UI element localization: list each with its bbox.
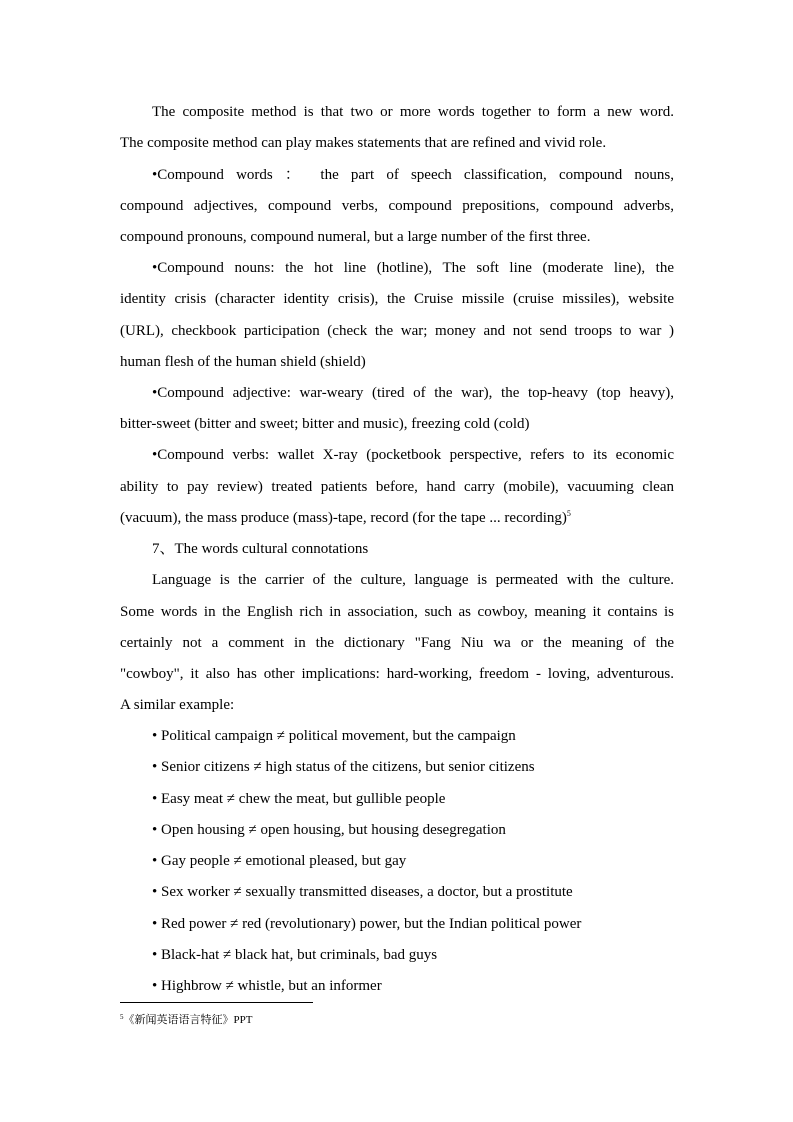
body-line: •Compound adjective: war-weary (tired of the war), the top-heavy (top heavy),: [152, 385, 674, 401]
body-line: Some words in the English rich in association, such as cowboy, meaning it contains is: [120, 604, 674, 620]
list-item: • Sex worker ≠ sexually transmitted diseases, a doctor, but a prostitute: [152, 884, 573, 900]
body-line: The composite method can play makes statements that are refined and vivid role.: [120, 135, 607, 151]
list-item: • Black-hat ≠ black hat, but criminals, bad guys: [152, 947, 438, 963]
body-line: •Compound nouns: the hot line (hotline), The soft line (moderate line), the: [152, 260, 674, 276]
footnote-number: 5: [120, 1013, 124, 1021]
body-line: •Compound words ： the part of speech classification, compound nouns,: [152, 167, 674, 183]
section-heading: 7、The words cultural connotations: [152, 541, 369, 557]
body-line: compound adjectives, compound verbs, compound prepositions, compound adverbs,: [120, 198, 674, 214]
body-line: [120, 509, 674, 527]
list-item: • Red power ≠ red (revolutionary) power, but the Indian political power: [152, 916, 582, 932]
body-line: The composite method is that two or more words together to form a new word.: [152, 104, 674, 120]
body-line: •Compound verbs: wallet X-ray (pocketbook perspective, refers to its economic: [152, 447, 674, 463]
footnote-reference: 5: [566, 509, 571, 518]
body-line: identity crisis (character identity crisis), the Cruise missile (cruise missiles), website: [120, 291, 674, 307]
body-line: bitter-sweet (bitter and sweet; bitter and music), freezing cold (cold): [120, 416, 530, 432]
body-line: human flesh of the human shield (shield): [120, 354, 366, 370]
list-item: • Open housing ≠ open housing, but housing desegregation: [152, 822, 506, 838]
footnote-separator: [120, 1002, 313, 1003]
list-item: • Senior citizens ≠ high status of the citizens, but senior citizens: [152, 759, 535, 775]
footnote: [120, 1013, 252, 1027]
list-item: • Political campaign ≠ political movement, but the campaign: [152, 728, 516, 744]
body-line-text: (vacuum), the mass produce (mass)-tape, record (for the tape ... recording): [120, 510, 567, 526]
footnote-text: 《新闻英语语言特征》PPT: [123, 1014, 253, 1026]
list-item: • Highbrow ≠ whistle, but an informer: [152, 978, 382, 994]
body-line: "cowboy", it also has other implications: hard-working, freedom - loving, adventurous.: [120, 666, 674, 682]
list-item: • Gay people ≠ emotional pleased, but gay: [152, 853, 407, 869]
body-line: compound pronouns, compound numeral, but a large number of the first three.: [120, 229, 591, 245]
body-line: (URL), checkbook participation (check the war; money and not send troops to war ): [120, 323, 674, 339]
body-line: ability to pay review) treated patients before, hand carry (mobile), vacuuming clean: [120, 479, 674, 495]
body-line: A similar example:: [120, 697, 235, 713]
body-line: Language is the carrier of the culture, language is permeated with the culture.: [152, 572, 674, 588]
body-line: certainly not a comment in the dictionary "Fang Niu wa or the meaning of the: [120, 635, 674, 651]
list-item: • Easy meat ≠ chew the meat, but gullible people: [152, 791, 446, 807]
